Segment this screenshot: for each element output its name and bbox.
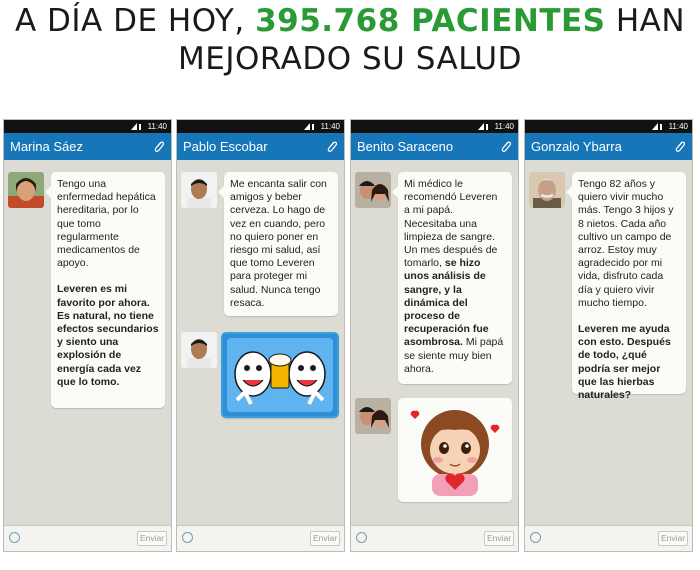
message-input-bar[interactable] xyxy=(177,525,344,551)
contact-name: Gonzalo Ybarra xyxy=(531,139,622,154)
avatar xyxy=(181,172,217,208)
chat-area xyxy=(525,160,692,513)
message-text xyxy=(404,178,506,376)
emoji-icon[interactable] xyxy=(530,532,541,543)
message-text-end: Mi papá se siente muy bien ahora. xyxy=(404,336,504,375)
contact-name: Marina Sáez xyxy=(10,139,83,154)
headline-text-start: A DÍA DE HOY, xyxy=(14,3,256,39)
message-bubble xyxy=(51,172,165,408)
signal-icon xyxy=(304,123,318,130)
chat-area xyxy=(351,160,518,513)
status-time: 11:40 xyxy=(147,122,167,131)
paperclip-icon[interactable] xyxy=(153,139,165,153)
chat-phone-marina xyxy=(3,119,172,552)
message-input-bar[interactable] xyxy=(525,525,692,551)
signal-icon xyxy=(131,123,145,130)
message-text: Me encanta salir con amigos y beber cerveza. Lo hago de vez en cuando, pero no quiero poner en riesgo mi salud, así que tomo Leveren para proteger mi salud. Nunca tengo resaca. xyxy=(230,178,327,309)
status-bar xyxy=(177,120,344,133)
message-input-bar[interactable] xyxy=(4,525,171,551)
contact-name: Benito Saraceno xyxy=(357,139,454,154)
avatar xyxy=(181,332,217,368)
chat-header xyxy=(4,133,171,160)
chat-phone-gonzalo xyxy=(524,119,693,552)
chat-header xyxy=(177,133,344,160)
sticker-beer-cheers xyxy=(221,332,339,418)
message-bubble xyxy=(398,172,512,384)
chat-header xyxy=(351,133,518,160)
chat-header xyxy=(525,133,692,160)
paperclip-icon[interactable] xyxy=(500,139,512,153)
signal-icon xyxy=(652,123,666,130)
sticker-image xyxy=(398,398,512,502)
message-text-start: Mi médico le recomendó Leveren a mi papá. Necesitaba una limpieza de sangre. Un mes después de tomarlo, xyxy=(404,178,498,270)
message-text: Tengo 82 años y quiero vivir mucho más. Tengo 3 hijos y 8 nietos. Cada año cultivo un campo de arroz. Estoy muy agradecido por mi vida, disfruto cada día y quiero vivir mucho tiempo. xyxy=(578,178,674,309)
avatar xyxy=(529,172,565,208)
avatar xyxy=(355,398,391,434)
message-text-bold: se hizo unos análisis de sangre, y la dinámica del proceso de recuperación fue asombrosa. xyxy=(404,257,489,349)
headline xyxy=(0,2,700,78)
send-button[interactable]: Enviar xyxy=(310,531,340,546)
paperclip-icon[interactable] xyxy=(326,139,338,153)
chat-area xyxy=(177,160,344,513)
patients-count-highlight: 395.768 PACIENTES xyxy=(255,3,606,39)
message-bubble xyxy=(224,172,338,316)
status-bar xyxy=(525,120,692,133)
message-text-bold: Leveren me ayuda con esto. Después de todo, ¿qué podría ser mejor que las hierbas naturales? xyxy=(578,323,671,402)
chat-phone-benito xyxy=(350,119,519,552)
status-bar xyxy=(4,120,171,133)
headline-text-end: HAN xyxy=(605,3,686,39)
status-bar xyxy=(351,120,518,133)
send-button[interactable]: Enviar xyxy=(658,531,688,546)
message-bubble xyxy=(572,172,686,402)
send-button[interactable]: Enviar xyxy=(484,531,514,546)
status-time: 11:40 xyxy=(668,122,688,131)
emoji-icon[interactable] xyxy=(9,532,20,543)
chat-phone-pablo xyxy=(176,119,345,552)
headline-line-1 xyxy=(0,2,700,40)
emoji-icon[interactable] xyxy=(356,532,367,543)
sticker-girl-heart xyxy=(398,398,512,502)
message-text-bold: Leveren es mi favorito por ahora. Es natural, no tiene efectos secundarios y siento una explosión de energía cada vez que lo tomo. xyxy=(57,283,159,388)
emoji-icon[interactable] xyxy=(182,532,193,543)
avatar xyxy=(8,172,44,208)
paperclip-icon[interactable] xyxy=(674,139,686,153)
signal-icon xyxy=(478,123,492,130)
send-button[interactable]: Enviar xyxy=(137,531,167,546)
contact-name: Pablo Escobar xyxy=(183,139,268,154)
message-text: Tengo una enfermedad hepática hereditaria, por lo que tomo regularmente medicamentos de apoyo. xyxy=(57,178,156,270)
chat-area xyxy=(4,160,171,513)
status-time: 11:40 xyxy=(320,122,340,131)
message-input-bar[interactable] xyxy=(351,525,518,551)
status-time: 11:40 xyxy=(494,122,514,131)
avatar xyxy=(355,172,391,208)
headline-line-2: MEJORADO SU SALUD xyxy=(178,41,522,77)
sticker-image xyxy=(223,334,337,416)
